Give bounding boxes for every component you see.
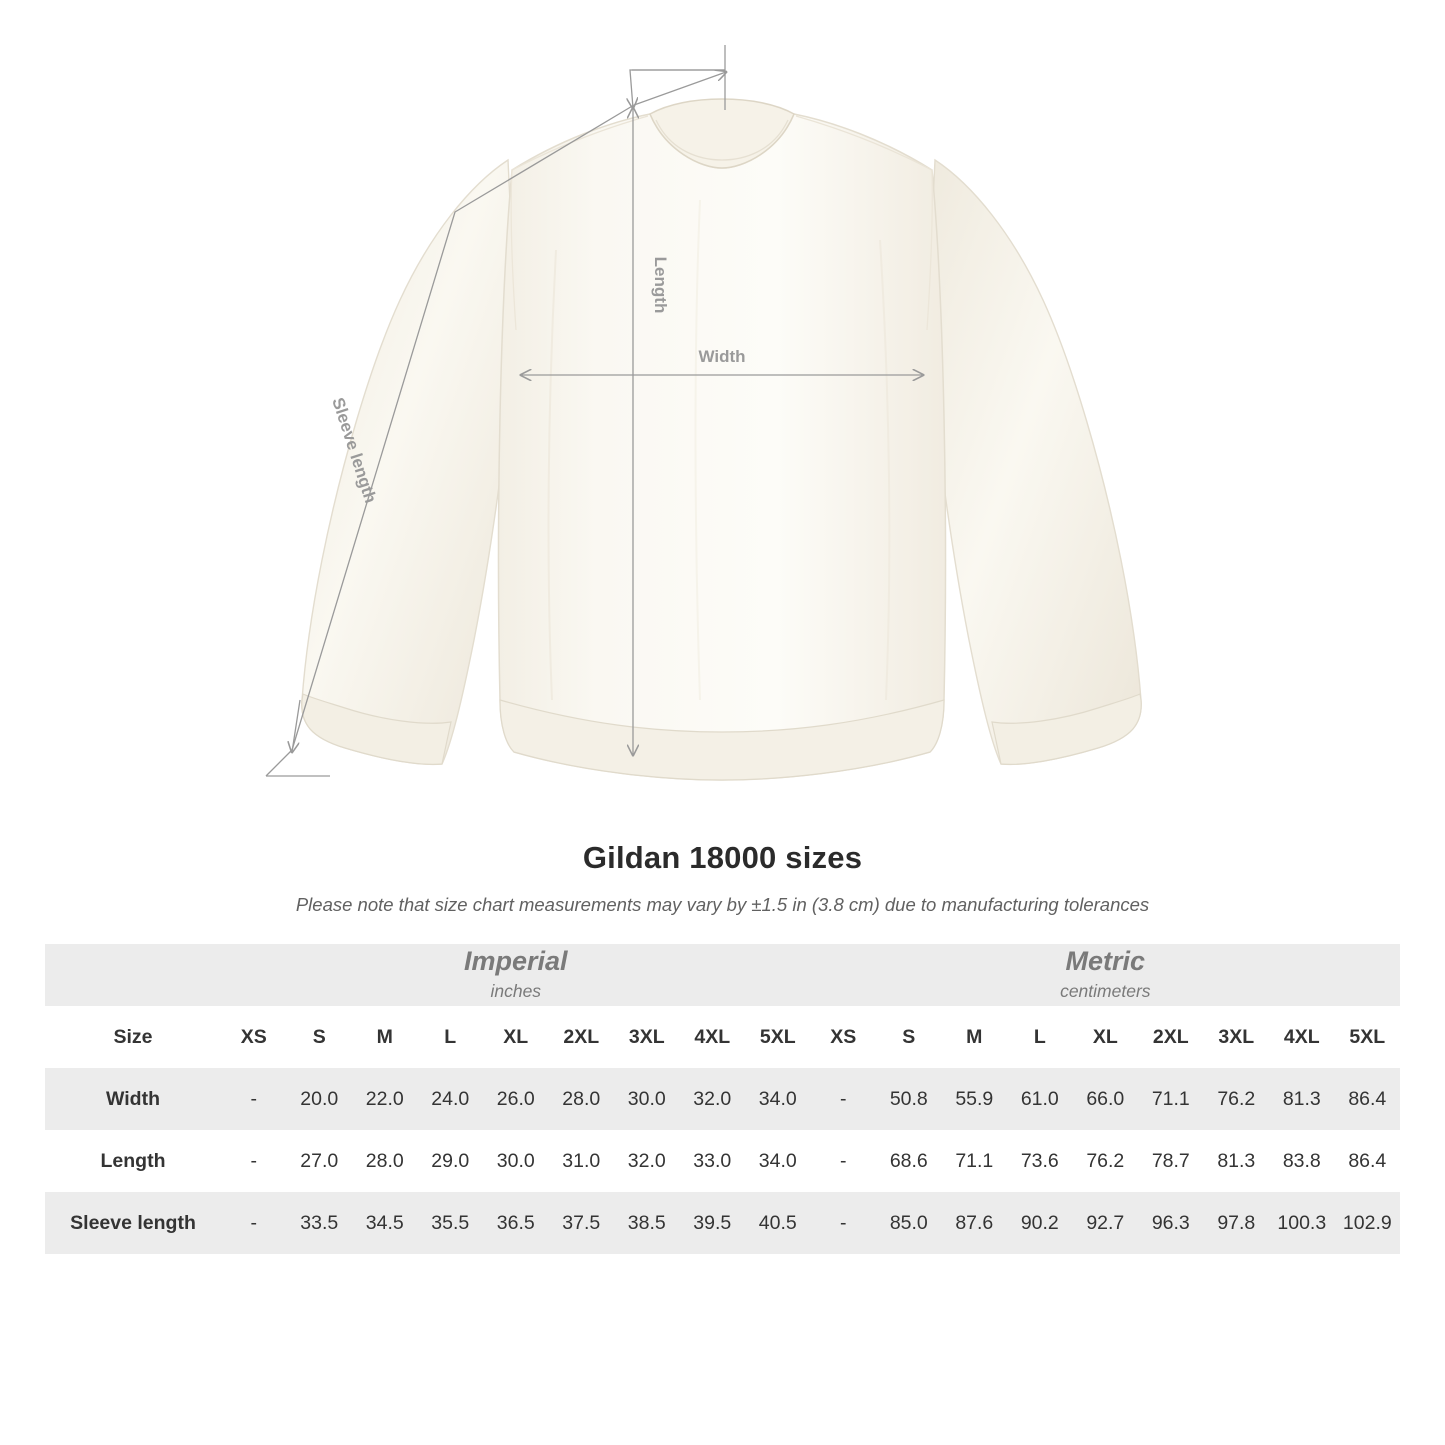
- cell-length-met-3: 73.6: [1007, 1130, 1073, 1192]
- header-size-imp-1: S: [287, 1006, 353, 1068]
- cell-sleeve-met-0: -: [811, 1192, 877, 1254]
- header-size-met-3: L: [1007, 1006, 1073, 1068]
- row-label-width: Width: [45, 1068, 221, 1130]
- header-size-met-8: 5XL: [1335, 1006, 1401, 1068]
- sweatshirt-graphic: [302, 99, 1141, 780]
- header-size-imp-7: 4XL: [680, 1006, 746, 1068]
- cell-width-imp-2: 22.0: [352, 1068, 418, 1130]
- header-size-imp-2: M: [352, 1006, 418, 1068]
- header-size-met-5: 2XL: [1138, 1006, 1204, 1068]
- header-size-label: Size: [45, 1006, 221, 1068]
- size-table-wrapper: [0, 944, 1445, 1254]
- cell-length-met-2: 71.1: [942, 1130, 1008, 1192]
- table-header-row: [45, 1006, 1400, 1068]
- cell-length-imp-6: 32.0: [614, 1130, 680, 1192]
- table-row-sleeve-length: [45, 1192, 1400, 1254]
- cell-length-met-0: -: [811, 1130, 877, 1192]
- cell-length-met-6: 81.3: [1204, 1130, 1270, 1192]
- cell-sleeve-imp-5: 37.5: [549, 1192, 615, 1254]
- cell-width-met-1: 50.8: [876, 1068, 942, 1130]
- unit-band-row: [45, 944, 1400, 1006]
- cell-sleeve-met-8: 102.9: [1335, 1192, 1401, 1254]
- cell-width-imp-4: 26.0: [483, 1068, 549, 1130]
- cell-length-imp-3: 29.0: [418, 1130, 484, 1192]
- cell-length-imp-2: 28.0: [352, 1130, 418, 1192]
- cell-length-met-5: 78.7: [1138, 1130, 1204, 1192]
- header-size-imp-4: XL: [483, 1006, 549, 1068]
- header-size-met-2: M: [942, 1006, 1008, 1068]
- header-size-met-6: 3XL: [1204, 1006, 1270, 1068]
- table-row-width: [45, 1068, 1400, 1130]
- tolerance-note: Please note that size chart measurements may vary by ±1.5 in (3.8 cm) due to manufacturing tolerances: [295, 894, 1150, 915]
- row-label-sleeve-length: Sleeve length: [45, 1192, 221, 1254]
- header-size-imp-6: 3XL: [614, 1006, 680, 1068]
- cell-width-met-6: 76.2: [1204, 1068, 1270, 1130]
- cell-sleeve-met-5: 96.3: [1138, 1192, 1204, 1254]
- cell-width-imp-5: 28.0: [549, 1068, 615, 1130]
- header-size-met-0: XS: [811, 1006, 877, 1068]
- cell-length-met-7: 83.8: [1269, 1130, 1335, 1192]
- cell-sleeve-met-1: 85.0: [876, 1192, 942, 1254]
- sleeve-length-label: Sleeve length: [328, 395, 381, 506]
- row-label-length: Length: [45, 1130, 221, 1192]
- cell-length-met-1: 68.6: [876, 1130, 942, 1192]
- header-size-met-1: S: [876, 1006, 942, 1068]
- unit-imperial-cell: [221, 944, 811, 1006]
- cell-width-imp-0: -: [221, 1068, 287, 1130]
- cell-sleeve-imp-7: 39.5: [680, 1192, 746, 1254]
- cell-sleeve-imp-2: 34.5: [352, 1192, 418, 1254]
- unit-metric-cell: [811, 944, 1401, 1006]
- cell-width-imp-3: 24.0: [418, 1068, 484, 1130]
- cell-sleeve-met-3: 90.2: [1007, 1192, 1073, 1254]
- unit-imperial-sub: inches: [490, 981, 542, 1002]
- cell-sleeve-met-4: 92.7: [1073, 1192, 1139, 1254]
- cell-width-met-2: 55.9: [942, 1068, 1008, 1130]
- unit-band-spacer: [45, 944, 221, 1006]
- cell-sleeve-imp-3: 35.5: [418, 1192, 484, 1254]
- cell-width-met-7: 81.3: [1269, 1068, 1335, 1130]
- header-size-met-7: 4XL: [1269, 1006, 1335, 1068]
- header-size-imp-3: L: [418, 1006, 484, 1068]
- header-size-imp-5: 2XL: [549, 1006, 615, 1068]
- width-label: Width: [698, 347, 746, 366]
- cell-sleeve-imp-0: -: [221, 1192, 287, 1254]
- page-title: Gildan 18000 sizes: [582, 840, 863, 875]
- header-size-imp-8: 5XL: [745, 1006, 811, 1068]
- cell-sleeve-met-2: 87.6: [942, 1192, 1008, 1254]
- cell-sleeve-imp-4: 36.5: [483, 1192, 549, 1254]
- unit-metric-name: Metric: [1065, 946, 1146, 977]
- cell-width-imp-1: 20.0: [287, 1068, 353, 1130]
- cell-length-imp-5: 31.0: [549, 1130, 615, 1192]
- size-chart-table: [45, 944, 1400, 1254]
- unit-metric-sub: centimeters: [1060, 981, 1151, 1002]
- cell-width-met-5: 71.1: [1138, 1068, 1204, 1130]
- header-size-met-4: XL: [1073, 1006, 1139, 1068]
- cell-sleeve-met-7: 100.3: [1269, 1192, 1335, 1254]
- cell-sleeve-met-6: 97.8: [1204, 1192, 1270, 1254]
- cell-length-met-8: 86.4: [1335, 1130, 1401, 1192]
- cell-width-met-0: -: [811, 1068, 877, 1130]
- cell-width-imp-8: 34.0: [745, 1068, 811, 1130]
- cell-width-met-4: 66.0: [1073, 1068, 1139, 1130]
- cell-length-imp-1: 27.0: [287, 1130, 353, 1192]
- cell-width-imp-6: 30.0: [614, 1068, 680, 1130]
- table-row-length: [45, 1130, 1400, 1192]
- cell-width-imp-7: 32.0: [680, 1068, 746, 1130]
- cell-length-imp-8: 34.0: [745, 1130, 811, 1192]
- cell-sleeve-imp-1: 33.5: [287, 1192, 353, 1254]
- cell-length-imp-0: -: [221, 1130, 287, 1192]
- cell-sleeve-imp-6: 38.5: [614, 1192, 680, 1254]
- cell-length-met-4: 76.2: [1073, 1130, 1139, 1192]
- cell-width-met-8: 86.4: [1335, 1068, 1401, 1130]
- length-label: Length: [651, 256, 670, 314]
- cell-width-met-3: 61.0: [1007, 1068, 1073, 1130]
- cell-length-imp-4: 30.0: [483, 1130, 549, 1192]
- cell-length-imp-7: 33.0: [680, 1130, 746, 1192]
- header-size-imp-0: XS: [221, 1006, 287, 1068]
- cell-sleeve-imp-8: 40.5: [745, 1192, 811, 1254]
- unit-imperial-name: Imperial: [464, 946, 568, 977]
